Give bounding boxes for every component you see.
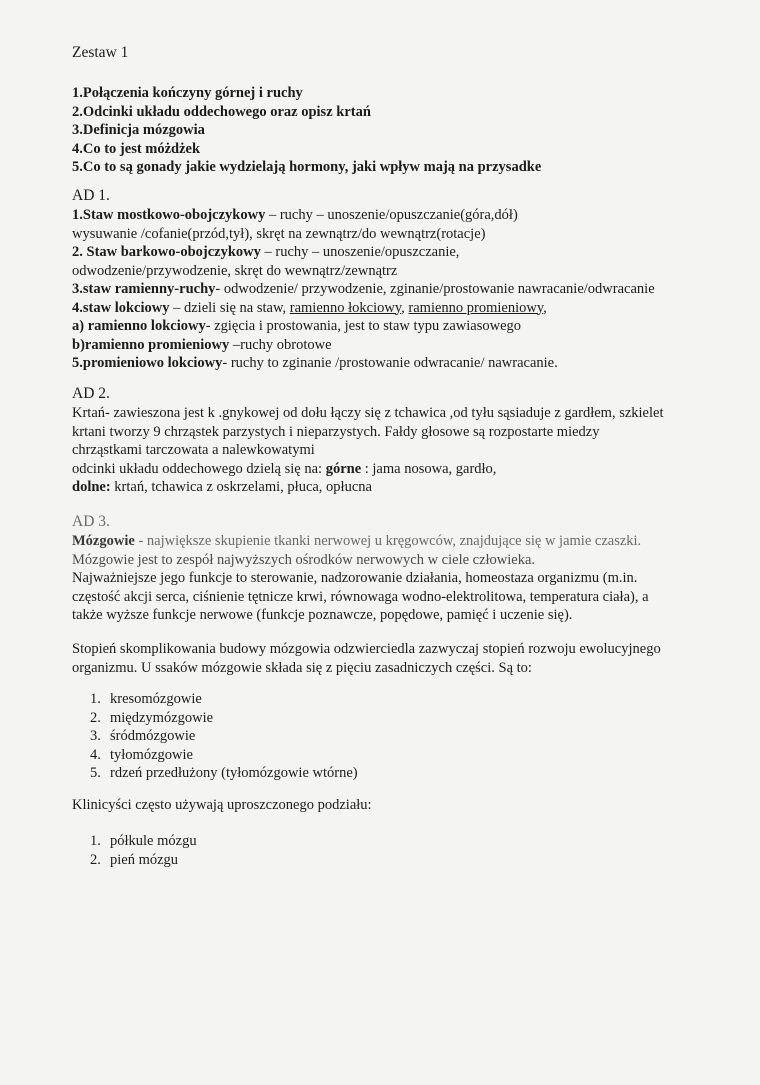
answer-2-line: odcinki układu oddechowego dzielą się na: górne : jama nosowa, gardło, [72,460,497,477]
answer-1-line: 4.staw lokciowy – dzieli się na staw, ramienno łokciowy, ramienno promieniowy, [72,299,547,316]
answer-3-paragraph [72,640,720,677]
question-item: 1.Połączenia kończyny górnej i ruchy [72,85,303,101]
answer-3-line: częstość akcji serca, ciśnienie tętnicze krwi, równowaga wodno-elektrolitowa, temperatura ciała), a [72,588,649,605]
answer-1-line: wysuwanie /cofanie(przód,tył), skręt na zewnątrz/do wewnątrz(rotacje) [72,225,486,242]
clinicians-intro: Klinicyści często używają uproszczonego podziału: [72,797,372,813]
question-item: 4.Co to jest móżdżek [72,140,201,157]
answer-1-line: 1.Staw mostkowo-obojczykowy – ruchy – unoszenie/opuszczanie(góra,dół) [72,207,518,223]
question-item: 3.Definicja mózgowia [72,122,205,138]
question-item: 2.Odcinki układu oddechowego oraz opisz krtań [72,103,371,120]
answer-2-line: Krtań- zawieszona jest k .gnykowej od dołu łączy się z tchawica ,od tyłu sąsiaduje z gardłem, szkielet [72,405,664,421]
list-item: 3. śródmózgowie [90,728,196,744]
answer-2-line: dolne: krtań, tchawica z oskrzelami, płuca, opłucna [72,479,372,495]
answer-3-heading: AD 3. [72,513,110,530]
question-list [72,84,720,177]
answer-1-section [72,186,720,373]
answer-3-line: Najważniejsze jego funkcje to sterowanie, nadzorowanie działania, homeostaza organizmu (m.in. [72,570,638,586]
list-item: 1. kresomózgowie [90,691,202,707]
list-item: 2. międzymózgowie [90,709,214,726]
answer-3-line: także wyższe funkcje nerwowe (funkcje poznawcze, popędowe, pamięć i uczenie się). [72,607,573,623]
answer-3-line: Stopień skomplikowania budowy mózgowia odzwierciedla zazwyczaj stopień rozwoju ewolucyjnego [72,641,661,657]
answer-3-section [72,512,720,625]
answer-1-line: 3.staw ramienny-ruchy- odwodzenie/ przywodzenie, zginanie/prostowanie nawracanie/odwracanie [72,281,655,297]
list-item: 2. pień mózgu [90,851,179,868]
answer-3-line: organizmu. U ssaków mózgowie składa się z pięciu zasadniczych części. Są to: [72,659,532,676]
clinical-parts-list [72,832,720,869]
answer-2-heading: AD 2. [72,385,110,402]
answer-1-line: 2. Staw barkowo-obojczykowy – ruchy – unoszenie/opuszczanie, [72,244,460,260]
answer-1-heading: AD 1. [72,187,110,204]
answer-2-line: chrząstkami tarczowata a nalewkowatymi [72,442,315,458]
list-item: 5. rdzeń przedłużony (tyłomózgowie wtórne) [90,765,358,781]
list-item: 4. tyłomózgowie [90,746,193,763]
answer-1-line: odwodzenie/przywodzenie, skręt do wewnątrz/zewnątrz [72,262,398,279]
answer-2-section [72,384,720,497]
answer-3-line: Mózgowie jest to zespół najwyższych ośrodków nerwowych w ciele człowieka. [72,551,536,568]
question-item: 5.Co to są gonady jakie wydzielają hormony, jaki wpływ mają na przysadke [72,159,542,175]
answer-1-line: a) ramienno lokciowy- zgięcia i prostowania, jest to staw typu zawiasowego [72,318,522,334]
answer-1-line: 5.promieniowo lokciowy- ruchy to zginanie /prostowanie odwracanie/ nawracanie. [72,355,558,371]
list-item: 1. półkule mózgu [90,833,197,849]
brain-parts-list [72,690,720,783]
document-title: Zestaw 1 [72,44,129,61]
answer-2-line: krtani tworzy 9 chrząstek parzystych i nieparzystych. Fałdy głosowe są rozpostarte miedzy [72,423,600,440]
answer-3-line: Mózgowie - największe skupienie tkanki nerwowej u kręgowców, znajdujące się w jamie czaszki. [72,533,642,549]
answer-1-line: b)ramienno promieniowy –ruchy obrotowe [72,336,332,353]
